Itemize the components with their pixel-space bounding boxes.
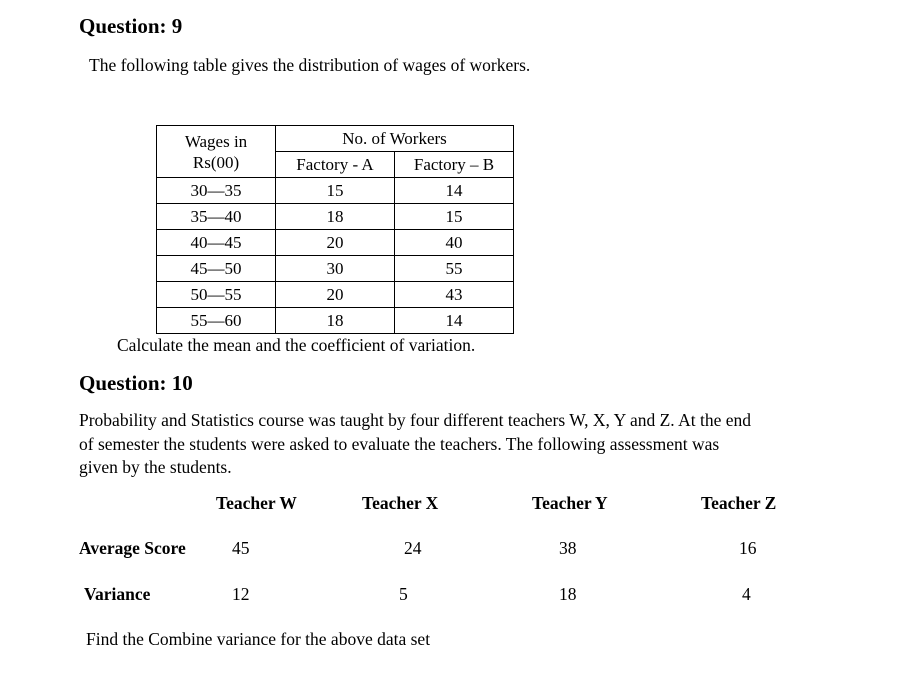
wage-range: 30—35: [157, 178, 276, 204]
avg-score-x: 24: [404, 538, 422, 558]
factory-b-count: 55: [395, 256, 514, 282]
table-row: [157, 308, 514, 334]
factory-b-count: 14: [395, 178, 514, 204]
factory-b-count: 43: [395, 282, 514, 308]
factory-a-count: 18: [276, 308, 395, 334]
question-9-intro: The following table gives the distribution of wages of workers.: [89, 55, 531, 75]
table-row: [157, 282, 514, 308]
question-10-para-line3: given by the students.: [79, 457, 232, 477]
wage-range: 40—45: [157, 230, 276, 256]
variance-label: Variance: [84, 584, 151, 604]
question-9-title: Question: 9: [79, 14, 183, 38]
wage-range: 45—50: [157, 256, 276, 282]
teacher-w-header: Teacher W: [216, 493, 297, 513]
question-9-instruction: Calculate the mean and the coefficient of variation.: [117, 335, 476, 355]
wages-table: [156, 125, 514, 334]
question-10-para-line1: Probability and Statistics course was taught by four different teachers W, X, Y and Z. At the end: [79, 410, 751, 430]
wage-range: 50—55: [157, 282, 276, 308]
factory-b-count: 14: [395, 308, 514, 334]
factory-a-count: 20: [276, 230, 395, 256]
wage-range: 35—40: [157, 204, 276, 230]
variance-x: 5: [399, 584, 408, 604]
variance-y: 18: [559, 584, 577, 604]
workers-header: No. of Workers: [276, 126, 514, 152]
variance-w: 12: [232, 584, 250, 604]
teacher-x-header: Teacher X: [362, 493, 439, 513]
factory-b-count: 15: [395, 204, 514, 230]
wage-range: 55—60: [157, 308, 276, 334]
factory-b-count: 40: [395, 230, 514, 256]
table-row: [157, 178, 514, 204]
table-row: [157, 230, 514, 256]
average-score-label: Average Score: [79, 538, 186, 558]
variance-z: 4: [742, 584, 751, 604]
table-row: [157, 256, 514, 282]
factory-a-count: 30: [276, 256, 395, 282]
avg-score-y: 38: [559, 538, 577, 558]
table-row: [157, 204, 514, 230]
wages-header: Wages in Rs(00): [157, 126, 276, 178]
factory-a-count: 15: [276, 178, 395, 204]
factory-b-header: Factory – B: [395, 152, 514, 178]
factory-a-count: 20: [276, 282, 395, 308]
avg-score-w: 45: [232, 538, 250, 558]
avg-score-z: 16: [739, 538, 757, 558]
question-10-para-line2: of semester the students were asked to evaluate the teachers. The following assessment was: [79, 434, 720, 454]
factory-a-count: 18: [276, 204, 395, 230]
question-10-instruction: Find the Combine variance for the above data set: [86, 629, 431, 649]
teacher-z-header: Teacher Z: [701, 493, 777, 513]
factory-a-header: Factory - A: [276, 152, 395, 178]
teacher-y-header: Teacher Y: [532, 493, 608, 513]
question-10-title: Question: 10: [79, 371, 193, 395]
